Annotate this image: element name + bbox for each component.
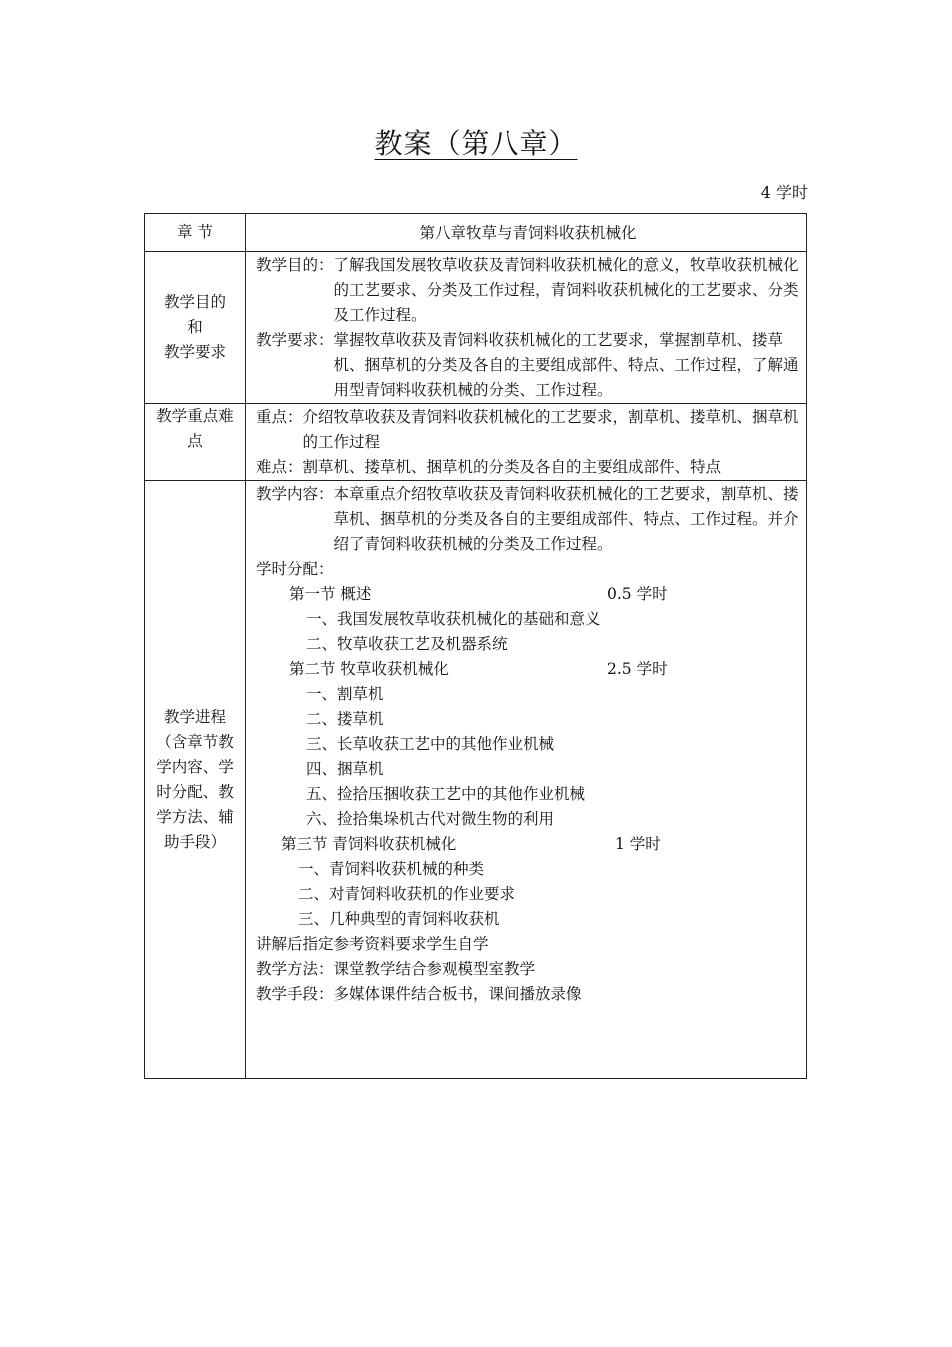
list-item: 三、几种典型的青饲料收获机: [298, 910, 500, 928]
section-1: 第一节 概述 0.5 学时: [289, 585, 668, 603]
self-study-note: 讲解后指定参考资料要求学生自学: [256, 935, 489, 953]
keypoints-row: [145, 404, 807, 481]
list-item: 一、青饲料收获机械的种类: [298, 860, 485, 878]
key-paragraph: 重点： 介绍牧草收获及青饲料收获机械化的工艺要求，割草机、搂草机、捆草机的工作过程: [256, 408, 799, 451]
list-item: 六、捡拾集垛机古代对微生物的利用: [306, 810, 555, 828]
teaching-method: 教学方法：课堂教学结合参观模型室教学: [256, 960, 536, 978]
list-item: 一、我国发展牧草收获机械化的基础和意义: [306, 610, 601, 628]
list-item: 二、搂草机: [306, 710, 384, 728]
requirement-paragraph: 教学要求： 掌握牧草收获及青饲料收获机械化的工艺要求，掌握割草机、搂草机、捆草机的分类及各自的主要组成部件、特点、工作过程，了解通用型青饲料收获机械的分类、工作过程。: [256, 331, 799, 399]
difficulty-paragraph: 难点： 割草机、搂草机、捆草机的分类及各自的主要组成部件、特点: [256, 458, 722, 476]
process-row: [145, 481, 807, 1079]
chapter-value: 第八章牧草与青饲料收获机械化: [246, 214, 807, 252]
section-3: 第三节 青饲料收获机械化 1 学时: [281, 835, 661, 853]
chapter-label: 章 节: [145, 214, 246, 252]
list-item: 二、牧草收获工艺及机器系统: [306, 635, 508, 653]
keypoints-label: 教学重点难 点: [145, 404, 246, 481]
objectives-label: 教学目的 和 教学要求: [145, 252, 246, 404]
objectives-content: [246, 252, 807, 404]
list-item: 一、割草机: [306, 685, 384, 703]
list-item: 二、对青饲料收获机的作业要求: [298, 885, 516, 903]
total-hours: 4 学时: [760, 183, 808, 202]
keypoints-content: [246, 404, 807, 481]
chapter-row: [145, 214, 807, 252]
objectives-row: [145, 252, 807, 404]
list-item: 四、捆草机: [306, 760, 384, 778]
list-item: 三、长草收获工艺中的其他作业机械: [306, 735, 555, 753]
process-label: 教学进程 （含章节教 学内容、学 时分配、教 学方法、辅 助手段）: [145, 481, 246, 1079]
list-item: 五、捡拾压捆收获工艺中的其他作业机械: [306, 785, 586, 803]
process-content: [246, 481, 807, 1079]
page-title: 教案（第八章）: [374, 127, 578, 160]
content-paragraph: 教学内容： 本章重点介绍牧草收获及青饲料收获机械化的工艺要求，割草机、搂草机、捆草机的分类及各自的主要组成部件、特点、工作过程。并介绍了青饲料收获机械的分类及工作过程。: [256, 485, 799, 553]
section-2: 第二节 牧草收获机械化 2.5 学时: [289, 660, 668, 678]
allocation-label: 学时分配：: [256, 560, 334, 578]
purpose-paragraph: 教学目的： 了解我国发展牧草收获及青饲料收获机械化的意义，牧草收获机械化的工艺要求、分类及工作过程，青饲料收获机械化的工艺要求、分类及工作过程。: [256, 256, 799, 324]
teaching-means: 教学手段：多媒体课件结合板书，课间播放录像: [256, 985, 582, 1003]
lesson-plan-table: [144, 213, 807, 1079]
